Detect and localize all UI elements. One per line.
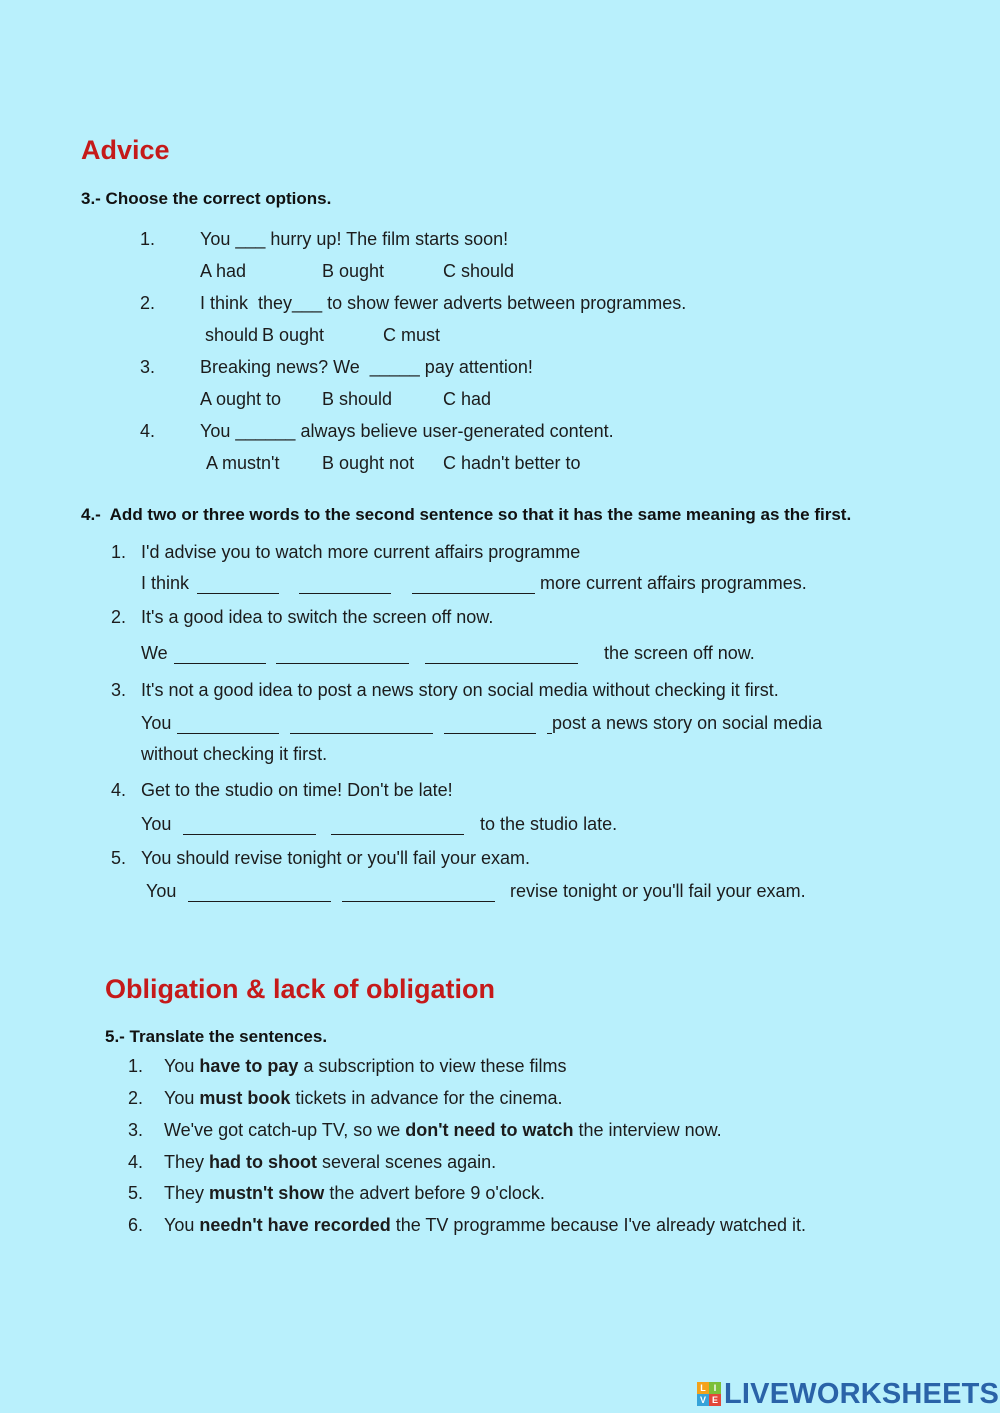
answer-blank[interactable] bbox=[444, 717, 536, 734]
ex5-sentence-start: They bbox=[164, 1183, 210, 1203]
ex3-option[interactable]: C hadn't better to bbox=[443, 453, 581, 473]
ex4-prompt: It's a good idea to switch the screen off now. bbox=[141, 607, 494, 627]
ex5-sentence-start: You bbox=[164, 1056, 200, 1076]
ex3-item-question: You ______ always believe user-generated content. bbox=[200, 421, 614, 441]
logo-icon-tile: V bbox=[697, 1394, 709, 1406]
exercise-5-instruction: 5.- Translate the sentences. bbox=[105, 1027, 328, 1046]
ex5-sentence-start: You bbox=[164, 1215, 200, 1235]
ex5-sentence bbox=[164, 1056, 567, 1077]
ex5-sentence bbox=[164, 1152, 496, 1173]
ex5-item-number: 1. bbox=[128, 1056, 144, 1076]
ex5-key-phrase: have to pay bbox=[199, 1056, 299, 1076]
ex4-lead: You bbox=[141, 713, 172, 733]
ex3-item-number: 4. bbox=[140, 421, 156, 441]
answer-blank[interactable] bbox=[412, 577, 535, 594]
ex3-item-number: 2. bbox=[140, 293, 156, 313]
ex3-option[interactable]: should bbox=[205, 325, 259, 345]
ex5-sentence-end: tickets in advance for the cinema. bbox=[290, 1088, 563, 1108]
ex5-sentence-start: They bbox=[164, 1152, 210, 1172]
section-heading-obligation: Obligation & lack of obligation bbox=[105, 974, 495, 1004]
ex5-sentence-end: the advert before 9 o'clock. bbox=[324, 1183, 545, 1203]
ex4-lead: I think bbox=[141, 573, 190, 593]
ex5-key-phrase: mustn't show bbox=[209, 1183, 325, 1203]
ex3-option[interactable]: C must bbox=[383, 325, 441, 345]
ex4-prompt: I'd advise you to watch more current affairs programme bbox=[141, 542, 581, 562]
logo-icon-tile: E bbox=[709, 1394, 721, 1406]
ex3-option[interactable]: B ought not bbox=[322, 453, 415, 473]
ex4-item-number: 1. bbox=[111, 542, 127, 562]
exercise-3-instruction: 3.- Choose the correct options. bbox=[81, 189, 332, 208]
answer-blank[interactable] bbox=[331, 818, 464, 835]
ex3-option[interactable]: B ought bbox=[322, 261, 385, 281]
ex3-item-number: 3. bbox=[140, 357, 156, 377]
ex4-tail: to the studio late. bbox=[480, 814, 618, 834]
ex5-key-phrase: had to shoot bbox=[209, 1152, 318, 1172]
ex5-sentence bbox=[164, 1088, 563, 1109]
logo-icon-tile: I bbox=[709, 1382, 721, 1394]
answer-blank[interactable] bbox=[425, 647, 578, 664]
ex4-lead: You bbox=[141, 814, 172, 834]
answer-blank[interactable] bbox=[342, 885, 495, 902]
ex4-item-number: 4. bbox=[111, 780, 127, 800]
ex5-item-number: 2. bbox=[128, 1088, 144, 1108]
logo-text: LIVEWORKSHEETS bbox=[724, 1377, 1000, 1410]
answer-blank[interactable] bbox=[197, 577, 279, 594]
ex4-tail-continued: without checking it first. bbox=[141, 744, 328, 764]
section-heading-advice: Advice bbox=[81, 135, 170, 165]
ex3-option[interactable]: C should bbox=[443, 261, 515, 281]
ex5-sentence-end: the TV programme because I've already watched it. bbox=[390, 1215, 807, 1235]
answer-blank[interactable] bbox=[174, 647, 266, 664]
ex5-sentence-end: the interview now. bbox=[573, 1120, 722, 1140]
answer-blank[interactable] bbox=[290, 717, 433, 734]
ex4-tail: revise tonight or you'll fail your exam. bbox=[510, 881, 806, 901]
ex3-option[interactable]: A ought to bbox=[200, 389, 282, 409]
ex5-item-number: 3. bbox=[128, 1120, 144, 1140]
ex5-key-phrase: don't need to watch bbox=[405, 1120, 574, 1140]
ex3-option[interactable]: A had bbox=[200, 261, 247, 281]
ex3-option[interactable]: A mustn't bbox=[206, 453, 280, 473]
ex4-prompt: You should revise tonight or you'll fail your exam. bbox=[141, 848, 530, 868]
ex5-sentence bbox=[164, 1183, 545, 1204]
ex3-option[interactable]: C had bbox=[443, 389, 492, 409]
ex5-sentence bbox=[164, 1215, 806, 1236]
ex5-sentence-end: several scenes again. bbox=[317, 1152, 497, 1172]
ex5-key-phrase: must book bbox=[199, 1088, 291, 1108]
ex3-option[interactable]: B should bbox=[322, 389, 393, 409]
ex5-sentence-start: We've got catch-up TV, so we bbox=[164, 1120, 406, 1140]
logo-icon-tile: L bbox=[697, 1382, 709, 1394]
ex4-item-number: 3. bbox=[111, 680, 127, 700]
ex5-sentence-start: You bbox=[164, 1088, 200, 1108]
ex5-sentence-end: a subscription to view these films bbox=[298, 1056, 567, 1076]
ex4-tail: more current affairs programmes. bbox=[540, 573, 807, 593]
ex4-tail: the screen off now. bbox=[604, 643, 755, 663]
answer-blank[interactable] bbox=[177, 717, 279, 734]
ex4-prompt: Get to the studio on time! Don't be late! bbox=[141, 780, 453, 800]
ex5-item-number: 4. bbox=[128, 1152, 144, 1172]
liveworksheets-logo[interactable] bbox=[697, 1378, 999, 1410]
ex3-item-question: You ___ hurry up! The film starts soon! bbox=[200, 229, 509, 249]
ex5-key-phrase: needn't have recorded bbox=[199, 1215, 391, 1235]
ex5-item-number: 5. bbox=[128, 1183, 144, 1203]
ex3-item-question: Breaking news? We _____ pay attention! bbox=[200, 357, 533, 377]
exercise-4-instruction: 4.- Add two or three words to the second sentence so that it has the same meaning as the first. bbox=[81, 505, 852, 524]
ex4-lead: We bbox=[141, 643, 168, 663]
answer-blank[interactable] bbox=[188, 885, 331, 902]
ex4-item-number: 5. bbox=[111, 848, 127, 868]
ex3-item-number: 1. bbox=[140, 229, 156, 249]
ex4-item-number: 2. bbox=[111, 607, 127, 627]
ex4-lead: You bbox=[146, 881, 177, 901]
answer-blank[interactable] bbox=[183, 818, 316, 835]
ex5-sentence bbox=[164, 1120, 722, 1141]
ex3-option[interactable]: B ought bbox=[262, 325, 325, 345]
ex5-item-number: 6. bbox=[128, 1215, 144, 1235]
answer-blank[interactable] bbox=[276, 647, 409, 664]
liveworksheets-logo-icon bbox=[697, 1382, 721, 1406]
ex4-tail: post a news story on social media bbox=[552, 713, 823, 733]
answer-blank[interactable] bbox=[299, 577, 391, 594]
ex3-item-question: I think they___ to show fewer adverts between programmes. bbox=[200, 293, 687, 313]
ex4-prompt: It's not a good idea to post a news story on social media without checking it first. bbox=[141, 680, 779, 700]
